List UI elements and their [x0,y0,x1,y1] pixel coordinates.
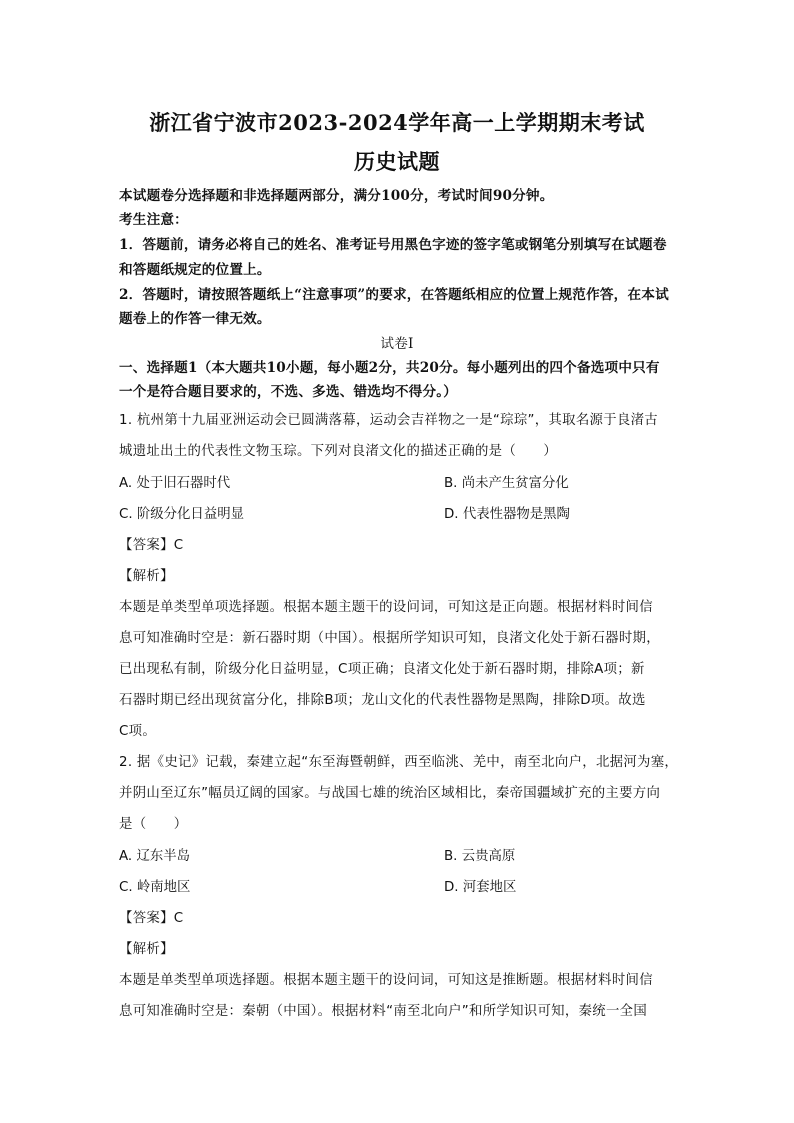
instructions-intro: 本试题卷分选择题和非选择题两部分，满分100分，考试时间90分钟。 [119,188,554,204]
q2-analysis-label: 【解析】 [119,942,174,957]
q1-analysis-line-4: 石器时期已经出现贫富分化，排除B项；龙山文化的代表性器物是黑陶，排除D项。故选 [119,693,646,708]
q1-analysis-label: 【解析】 [119,569,174,584]
q1-analysis-line-1: 本题是单类型单项选择题。根据本题主题干的设问词，可知这是正向题。根据材料时间信 [119,600,653,615]
q2-analysis-line-1: 本题是单类型单项选择题。根据本题主题干的设问词，可知这是推断题。根据材料时间信 [119,973,653,988]
exam-title: 浙江省宁波市2023-2024学年高一上学期期末考试 [149,110,645,135]
exam-subtitle: 历史试题 [354,149,440,174]
q2-analysis-line-2: 息可知准确时空是：秦朝（中国）。根据材料“南至北向户”和所学知识可知，秦统一全国 [119,1004,648,1019]
notice-heading: 考生注意： [119,212,188,228]
q1-option-b: B. 尚未产生贫富分化 [444,476,569,491]
q1-analysis-line-3: 已出现私有制，阶级分化日益明显，C项正确；良渚文化处于新石器时期，排除A项；新 [119,662,645,677]
notice-item-2-line-2: 题卷上的作答一律无效。 [119,311,271,327]
q2-option-c: C. 岭南地区 [119,880,191,895]
q2-answer: 【答案】C [119,911,184,926]
q1-option-d: D. 代表性器物是黑陶 [444,507,570,522]
q1-option-c: C. 阶级分化日益明显 [119,507,244,522]
q2-option-d: D. 河套地区 [444,880,517,895]
q1-answer: 【答案】C [119,538,184,553]
notice-item-1-line-2: 和答题纸规定的位置上。 [119,262,271,278]
q2-stem-line-3: 是（ ） [119,817,188,832]
q2-stem-line-1: 2. 据《史记》记载，秦建立起“东至海暨朝鲜，西至临洮、羌中，南至北向户，北据河为塞， [119,755,679,770]
section-heading-line-1: 一、选择题1（本大题共10小题，每小题2分，共20分。每小题列出的四个备选项中只有 [119,360,660,376]
q1-analysis-line-2: 息可知准确时空是：新石器时期（中国）。根据所学知识可知，良渚文化处于新石器时期， [119,631,660,646]
notice-item-1-line-1: 1．答题前，请务必将自己的姓名、准考证号用黑色字迹的签字笔或钢笔分别填写在试题卷 [119,237,667,253]
q2-option-a: A. 辽东半岛 [119,849,190,864]
q2-option-b: B. 云贵高原 [444,849,516,864]
q1-stem-line-2: 城遗址出土的代表性文物玉琮。下列对良渚文化的描述正确的是（ ） [119,444,558,459]
paper-label: 试卷Ⅰ [380,336,414,352]
notice-item-2-line-1: 2．答题时，请按照答题纸上“注意事项”的要求，在答题纸相应的位置上规范作答，在本试 [119,287,669,303]
q1-stem-line-1: 1. 杭州第十九届亚洲运动会已圆满落幕，运动会吉祥物之一是“琮琮”，其取名源于良渚古 [119,413,658,428]
q2-stem-line-2: 并阴山至辽东”幅员辽阔的国家。与战国七雄的统治区域相比，秦帝国疆域扩充的主要方向 [119,786,661,801]
q1-option-a: A. 处于旧石器时代 [119,476,231,491]
q1-analysis-line-5: C项。 [119,724,157,739]
section-heading-line-2: 一个是符合题目要求的，不选、多选、错选均不得分。） [119,384,458,400]
